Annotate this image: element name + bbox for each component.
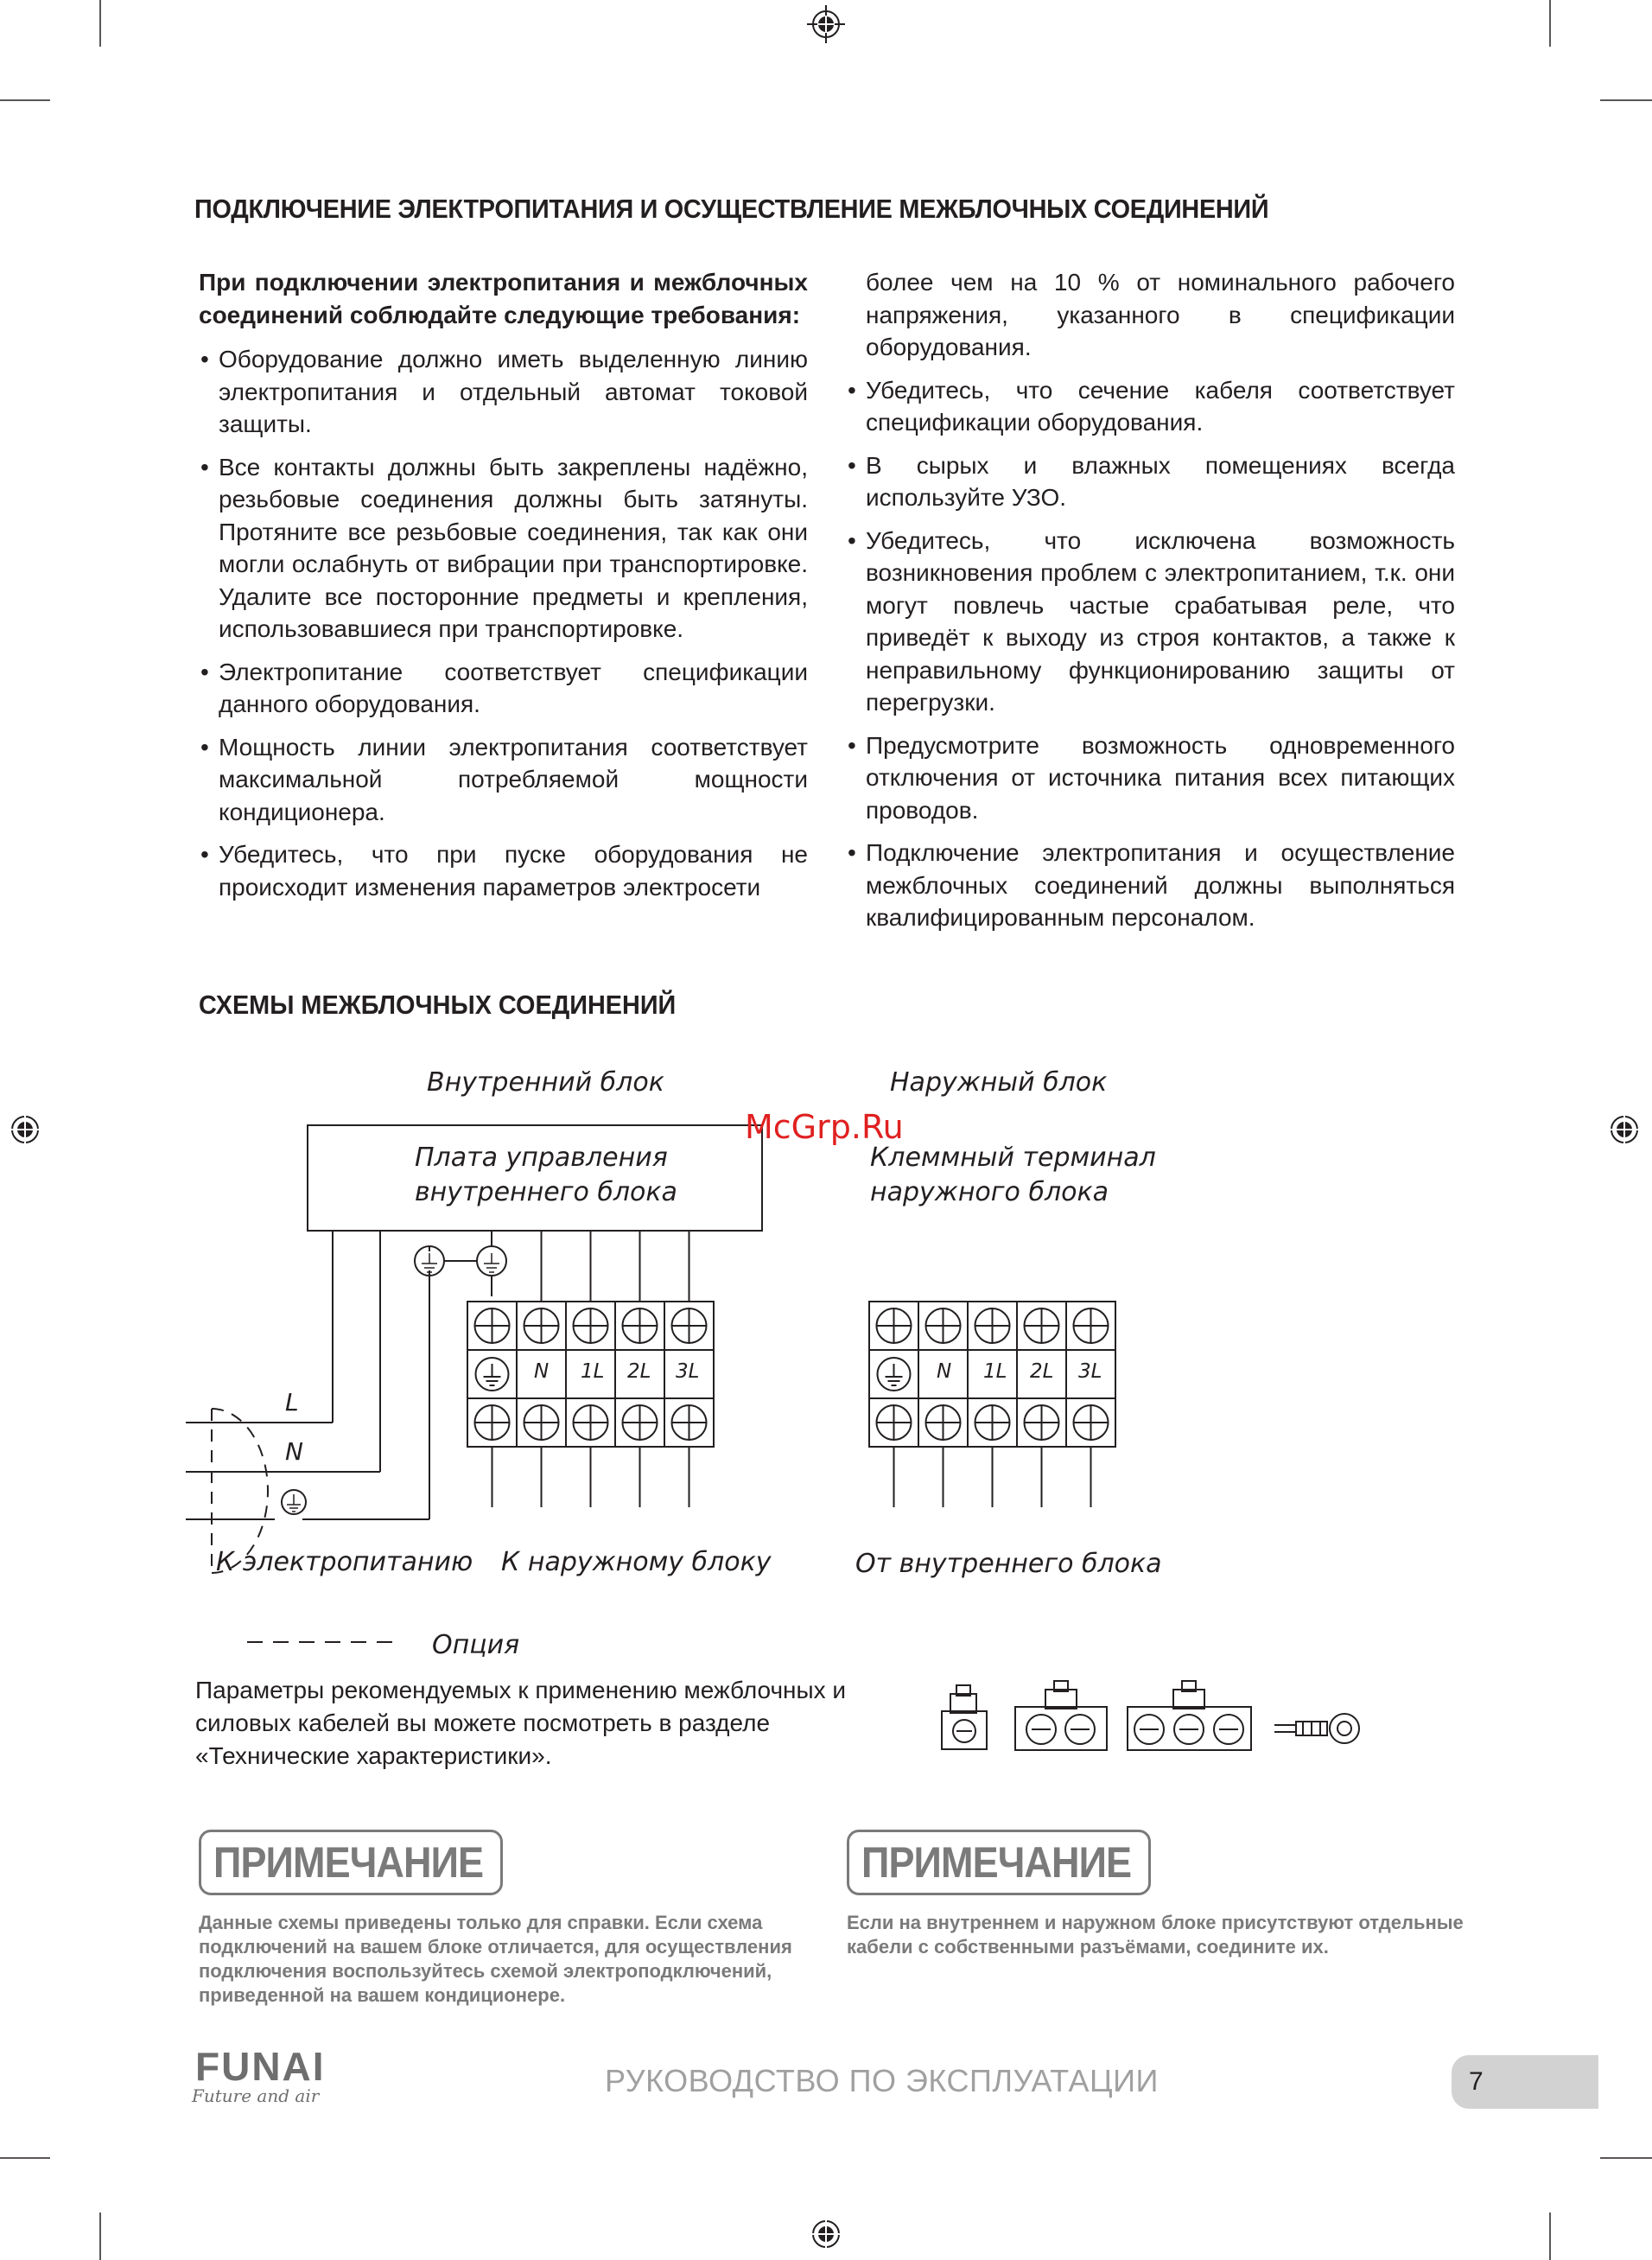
registration-mark-top	[807, 5, 845, 43]
list-item: • Оборудование должно иметь выделенную линию электропитания и отдельный автомат токовой защиты.	[199, 343, 808, 441]
page-number: 7	[1469, 2067, 1484, 2096]
list-item: • Предусмотрите возможность одновременного отключения от источника питания всех питающих проводов.	[846, 729, 1455, 827]
list-item: • Электропитание соответствует спецификации данного оборудования.	[199, 656, 808, 721]
indoor-terminal-label: 3L	[676, 1360, 700, 1383]
single-terminal-icon	[942, 1685, 987, 1749]
left-requirements-list	[199, 343, 808, 903]
option-legend-label: Опция	[432, 1630, 520, 1660]
list-item: • Мощность линии электропитания соответствует максимальной потребляемой мощности кондиционера.	[199, 731, 808, 829]
brand-logo: FUNAI	[195, 2044, 326, 2089]
note-left-title: ПРИМЕЧАНИЕ	[213, 1838, 484, 1887]
connector-icons	[933, 1668, 1365, 1754]
indoor-terminal-label: N	[534, 1360, 550, 1383]
section-title: ПОДКЛЮЧЕНИЕ ЭЛЕКТРОПИТАНИЯ И ОСУЩЕСТВЛЕНИЕ МЕЖБЛОЧНЫХ СОЕДИНЕНИЙ	[194, 194, 1269, 224]
list-item: • В сырых и влажных помещениях всегда используйте УЗО.	[846, 449, 1455, 514]
note-left-box	[199, 1830, 503, 1895]
wire-L-label: L	[285, 1388, 299, 1416]
terminal-label-2: наружного блока	[870, 1177, 1109, 1207]
to-outdoor-label: К наружному блоку	[501, 1547, 772, 1577]
list-item: • Подключение электропитания и осуществление межблочных соединений должны выполняться квалифицированным персоналом.	[846, 837, 1455, 934]
terminal-label-1: Клеммный терминал	[870, 1143, 1156, 1173]
left-column	[199, 266, 808, 914]
option-dash-line	[247, 1638, 403, 1646]
right-requirements-list	[846, 374, 1455, 934]
watermark-text: McGrp.Ru	[745, 1108, 904, 1146]
indoor-terminal-label: 1L	[581, 1360, 605, 1383]
outdoor-terminal-label: 3L	[1078, 1360, 1102, 1383]
cable-params-text: Параметры рекомендуемых к применению межблочных и силовых кабелей вы можете посмотреть в разделе «Технические характеристики».	[195, 1677, 847, 1769]
manual-title: РУКОВОДСТВО ПО ЭКСПЛУАТАЦИИ	[605, 2063, 1159, 2098]
control-board-label-2: внутреннего блока	[415, 1177, 677, 1207]
list-item: • Все контакты должны быть закреплены надёжно, резьбовые соединения должны быть затянуты. Протяните все резьбовые соединения, так как они могли ослабнуть от вибрации при транспортировке. Удалите все посторонние предметы и крепления, использовавшиеся при транспортировке.	[199, 451, 808, 646]
note-left-text: Данные схемы приведены только для справки. Если схема подключений на вашем блоке отличается, для осуществления подключения воспользуйтесь схемой электроподключений, приведенной на вашем кондиционере.	[199, 1912, 792, 2006]
requirements-intro: При подключении электропитания и межблочных соединений соблюдайте следующие требования:	[199, 269, 808, 328]
outdoor-terminal-label: N	[937, 1360, 952, 1383]
triple-terminal-icon	[1128, 1681, 1251, 1750]
list-item: • Убедитесь, что сечение кабеля соответствует спецификации оборудования.	[846, 374, 1455, 439]
to-power-label: К электропитанию	[216, 1547, 473, 1577]
indoor-terminal-label: 2L	[627, 1360, 651, 1383]
list-item: • Убедитесь, что исключена возможность возникновения проблем с электропитанием, т.к. они могут повлечь частые срабатывая реле, что приведёт к выходу из строя контактов, а также к неправильному функционированию защиты от перегрузки.	[846, 525, 1455, 719]
continuation-text: более чем на 10 % от номинального рабочего напряжения, указанного в спецификации оборудования.	[866, 269, 1455, 360]
note-right-title: ПРИМЕЧАНИЕ	[861, 1838, 1132, 1887]
outdoor-terminal-label: 2L	[1030, 1360, 1054, 1383]
brand-tagline: Future and air	[192, 2085, 320, 2106]
outdoor-unit-label: Наружный блок	[890, 1067, 1108, 1098]
wire-N-label: N	[285, 1437, 303, 1466]
list-item: • Убедитесь, что при пуске оборудования не происходит изменения параметров электросети	[199, 838, 808, 903]
right-column	[846, 266, 1455, 945]
note-right-text: Если на внутреннем и наружном блоке присутствуют отдельные кабели с собственными разъёмами, соедините их.	[847, 1912, 1464, 1958]
indoor-unit-label: Внутренний блок	[427, 1067, 664, 1098]
note-right-box	[847, 1830, 1151, 1895]
page-number-tab	[1452, 2055, 1598, 2109]
ring-lug-icon	[1274, 1714, 1359, 1743]
control-board-label-1: Плата управления	[415, 1143, 668, 1173]
registration-mark-bottom	[807, 2215, 845, 2253]
outdoor-terminal-label: 1L	[983, 1360, 1007, 1383]
from-indoor-label: От внутреннего блока	[855, 1549, 1162, 1579]
double-terminal-icon	[1015, 1681, 1107, 1750]
diagram-section-title: СХЕМЫ МЕЖБЛОЧНЫХ СОЕДИНЕНИЙ	[199, 990, 677, 1020]
